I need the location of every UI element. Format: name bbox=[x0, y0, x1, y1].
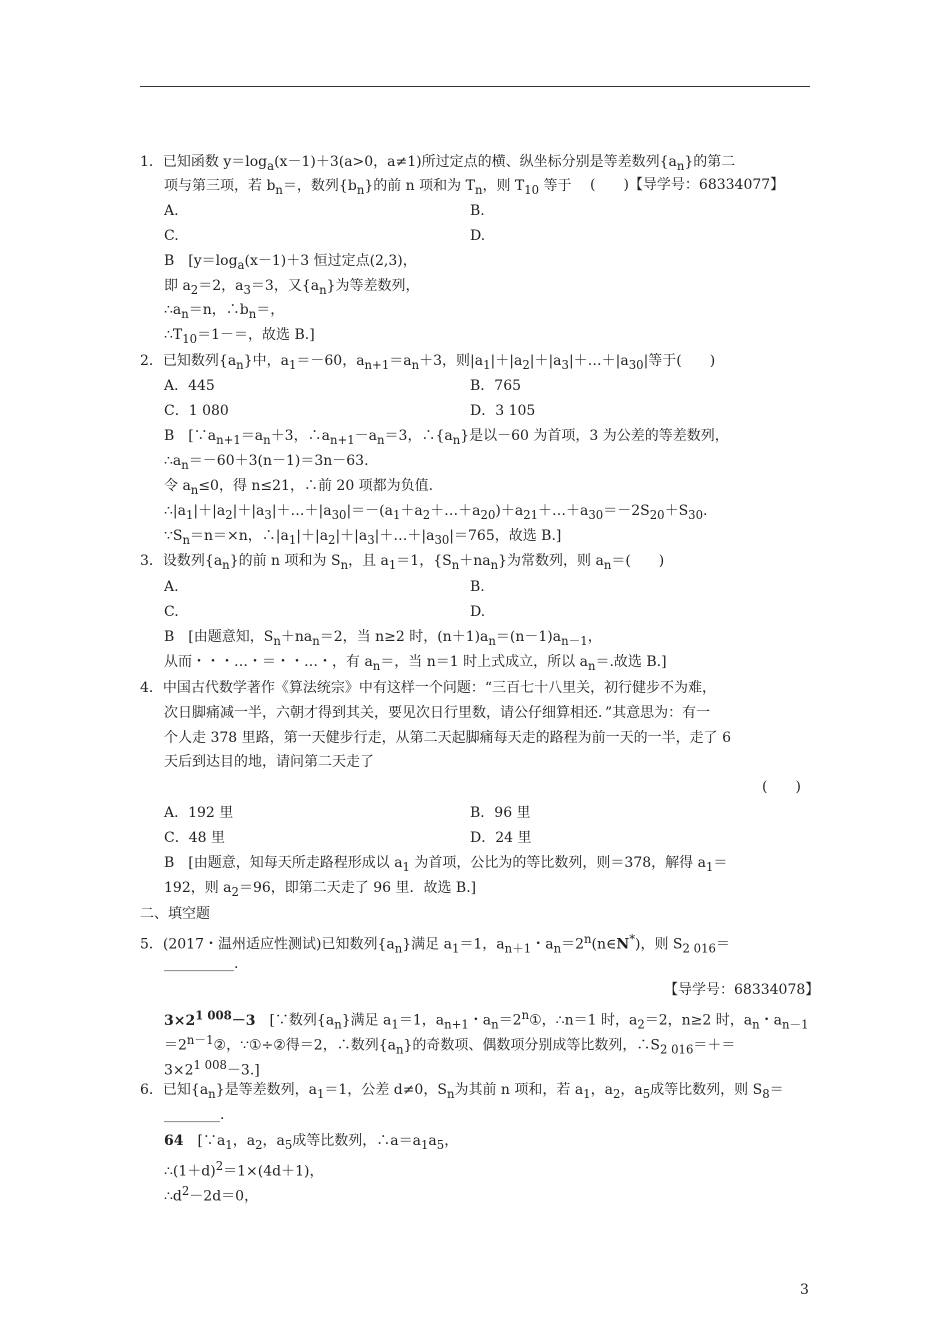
text-line: 5．(2017・温州适应性测试)已知数列$\{a_n\}$满足 $a_1=1$，$a_{n+1}$・$a_n=2^n(n\in N^*)$，则 $S_{2 016}=$ bbox=[140, 932, 730, 956]
text-line: B [$\because a_{n+1}=a_n+3$，$\therefore a_{n+1}-a_n=3$，$\therefore\{a_n\}$是以－60 为首项，3 为公差的等差数列， bbox=[164, 428, 729, 447]
text-line: B [由题意，知每天所走路程形成以 $a_1$ 为首项，公比为的等比数列，则＝378，解得 $a_1=$ bbox=[164, 855, 728, 874]
page-number: 3 bbox=[800, 1282, 809, 1298]
text-line: A．445 bbox=[164, 378, 215, 394]
text-line: $\therefore(1+d)^2=1\times(4d+1)$， bbox=[164, 1159, 324, 1180]
text-line: 6．已知$\{a_n\}$是等差数列，$a_1=1$，公差 d≠0，$S_n$为其前 n 项和，若 $a_1$，$a_2$，$a_5$成等比数列，则 $S_8=$ bbox=[140, 1082, 784, 1101]
text-line: $3\times 2^{1 008}-3$.] bbox=[164, 1058, 260, 1079]
text-line: $\therefore d^2-2d=0$， bbox=[164, 1184, 259, 1205]
text-line: A. bbox=[164, 203, 179, 219]
text-line: 令 $a_n\le 0$，得 n≤21，∴前 20 项都为负值. bbox=[164, 478, 434, 497]
text-line: 4．中国古代数学著作《算法统宗》中有这样一个问题：“三百七十八里关，初行健步不为难， bbox=[140, 680, 717, 696]
text-line: 项与第三项，若 $b_n=$，数列$\{b_n\}$的前 n 项和为 $T_n$，则 $T_{10}$ 等于 bbox=[164, 178, 572, 197]
text-line: $\therefore a_n=n$，$\therefore b_n=$， bbox=[164, 302, 285, 321]
text-line: 【导学号：68334078】 bbox=[664, 982, 820, 998]
text-line: D. bbox=[470, 604, 486, 620]
text-line: $\therefore T_{10}=1-=$，故选 B.] bbox=[164, 327, 315, 346]
text-line: __________. bbox=[164, 956, 239, 972]
text-line: C．1 080 bbox=[164, 403, 229, 419]
text-line: D．24 里 bbox=[470, 830, 532, 846]
text-line: 次日脚痛减一半，六朝才得到其关，要见次日行里数，请公仔细算相还．”其意思为：有一 bbox=[164, 705, 711, 721]
text-line: 二、填空题 bbox=[140, 906, 210, 922]
text-line: B [$y=\log_a(x-1)+3$ 恒过定点(2,3)， bbox=[164, 253, 417, 272]
text-line: A. bbox=[164, 579, 179, 595]
text-line: B．96 里 bbox=[470, 805, 531, 821]
text-line: C．48 里 bbox=[164, 830, 225, 846]
text-line: $\because S_n=n=\times n$，$\therefore|a_1|+|a_2|+|a_3|+\dots+|a_{30}|=765$，故选 B.] bbox=[164, 528, 562, 547]
text-line: 2．已知数列$\{a_n\}$中，$a_1=-60$，$a_{n+1}=a_n+3$，则$|a_1|+|a_2|+|a_3|+\dots+|a_{30}|$等于( ) bbox=[140, 353, 716, 372]
text-line: B [由题意知，$S_n+na_n=2$，当 n≥2 时，$(n+1)a_n=(n-1)a_{n-1}$， bbox=[164, 629, 602, 648]
text-line: $\therefore|a_1|+|a_2|+|a_3|+\dots+|a_{30}|=-(a_1+a_2+\dots+a_{20})+a_{21}+\dots+a_{30}=-2S_{20}+S_{30}$. bbox=[164, 503, 708, 522]
text-line: ( ) bbox=[762, 779, 801, 795]
text-line: D．3 105 bbox=[470, 403, 536, 419]
text-line: B. bbox=[470, 203, 485, 219]
text-line: B．765 bbox=[470, 378, 522, 394]
header-rule bbox=[140, 86, 810, 87]
text-line: ________. bbox=[164, 1107, 225, 1123]
text-line: $\therefore a_n=-60+3(n-1)=3n-63$. bbox=[164, 453, 369, 472]
text-line: 3．设数列$\{a_n\}$的前 n 项和为 $S_n$，且 $a_1=1$，$\{S_n+na_n\}$为常数列，则 $a_n=$( ) bbox=[140, 553, 665, 572]
text-line: C. bbox=[164, 228, 179, 244]
text-line: 天后到达目的地，请问第二天走了 bbox=[164, 754, 374, 770]
text-line: 64 [$\because a_1$，$a_2$，$a_5$成等比数列，$\therefore a=a_1a_5$， bbox=[164, 1133, 459, 1152]
text-line: 192，则 $a_2=96$，即第二天走了 96 里．故选 B.] bbox=[164, 880, 477, 899]
text-line: $3\times 2^{1 008}-3$ [∵数列$\{a_n\}$满足 $a_1=1$，$a_{n+1}$・$a_n=2^n①$，∴n＝1 时，$a_2=2$，n≥2 时，$a_n$・$a_{n-1}$ bbox=[164, 1008, 809, 1032]
text-line: D. bbox=[470, 228, 486, 244]
text-line: 个人走 378 里路，第一天健步行走，从第二天起脚痛每天走的路程为前一天的一半，走了 6 bbox=[164, 730, 731, 746]
text-line: C. bbox=[164, 604, 179, 620]
text-line: 1．已知函数 $y=\log_a(x-1)+3(a>0$，a≠1)所过定点的横、纵坐标分别是等差数列$\{a_n\}$的第二 bbox=[140, 154, 736, 173]
text-line: 从而・・・…・＝・・…・，有 $a_n=$，当 n＝1 时上式成立，所以 $a_n=$.故选 B.] bbox=[164, 654, 667, 673]
text-line: A．192 里 bbox=[164, 805, 234, 821]
text-line: $=2^{n-1}②$，∵①÷②得＝2，∴数列$\{a_n\}$的奇数项、偶数项分别成等比数列，$\therefore S_{2 016}=+=$ bbox=[164, 1033, 736, 1057]
text-line: ( )【导学号：68334077】 bbox=[590, 177, 785, 193]
text-line: B. bbox=[470, 579, 485, 595]
text-line: 即 $a_2=2$，$a_3=3$，又$\{a_n\}$为等差数列， bbox=[164, 278, 420, 297]
